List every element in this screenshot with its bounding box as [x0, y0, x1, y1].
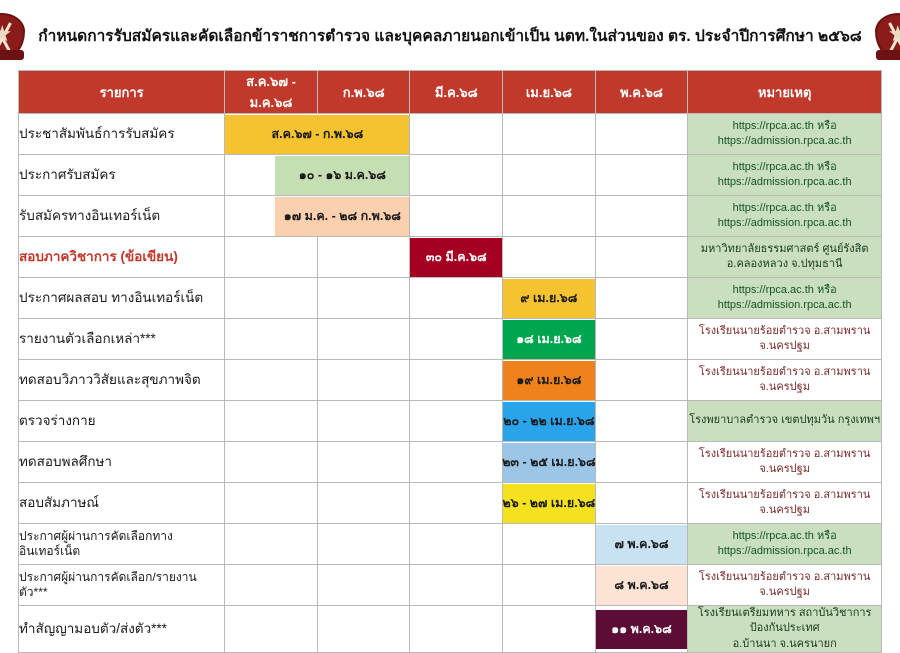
row-note: [688, 483, 882, 524]
column-header-m4: เม.ย.๖๘: [503, 71, 596, 114]
table-row: [19, 524, 882, 565]
note-text: โรงเรียนนายร้อยตำรวจ อ.สามพราน จ.นครปฐม: [698, 324, 871, 352]
table-row: [19, 114, 882, 155]
schedule-bar: ๒๐ - ๒๒ เม.ย.๖๘: [503, 402, 595, 441]
month-cell-empty: [503, 196, 596, 237]
month-cell-empty: [595, 196, 688, 237]
month-cell-empty: [595, 401, 688, 442]
month-cell-empty: [410, 360, 503, 401]
column-header-item: รายการ: [19, 71, 225, 114]
column-header-m1: ส.ค.๖๗ - ม.ค.๖๘: [225, 71, 318, 114]
month-cell-empty: [595, 483, 688, 524]
column-header-m2: ก.พ.๖๘: [317, 71, 410, 114]
table-row: [19, 565, 882, 606]
note-link[interactable]: https://admission.rpca.ac.th: [717, 299, 852, 311]
schedule-bar: ๘ พ.ค.๖๘: [596, 566, 688, 605]
row-note: [688, 360, 882, 401]
month-cell-empty: [410, 319, 503, 360]
month-cell-empty: [225, 606, 318, 653]
note-text: โรงเรียนนายร้อยตำรวจ อ.สามพราน จ.นครปฐม: [698, 570, 871, 598]
month-cell-empty: [225, 565, 318, 606]
table-header-row: [19, 71, 882, 114]
month-cell-empty: [503, 524, 596, 565]
month-cell-empty: [317, 360, 410, 401]
table-row: [19, 442, 882, 483]
month-cell-empty: [410, 483, 503, 524]
schedule-bar: ๒๖ - ๒๗ เม.ย.๖๘: [503, 484, 595, 523]
month-cell-empty: [503, 237, 596, 278]
month-cell-empty: [410, 155, 503, 196]
note-link[interactable]: https://rpca.ac.th หรือ: [732, 201, 837, 214]
month-cell-empty: [317, 606, 410, 653]
row-note: [688, 442, 882, 483]
schedule-bar: ๑๑ พ.ค.๖๘: [596, 610, 688, 649]
month-cell-empty: [595, 237, 688, 278]
row-item-label: ทำสัญญามอบตัว/ส่งตัว***: [19, 606, 225, 653]
police-academy-emblem-left-icon: [0, 11, 28, 63]
row-note: [688, 114, 882, 155]
month-cell-empty: [410, 524, 503, 565]
schedule-bar: ๑๗ ม.ค. - ๒๘ ก.พ.๖๘: [275, 197, 409, 236]
schedule-bar: ๒๓ - ๒๕ เม.ย.๖๘: [503, 443, 595, 482]
table-row: [19, 401, 882, 442]
month-cell-empty: [410, 278, 503, 319]
schedule-bar-cell: [503, 278, 596, 319]
month-cell-empty: [225, 278, 318, 319]
row-item-label: ประกาศผลสอบ ทางอินเทอร์เน็ต: [19, 278, 225, 319]
note-text: อ.บ้านนา จ.นครนายก: [732, 637, 837, 650]
month-cell-empty: [410, 442, 503, 483]
schedule-bar-cell: [595, 524, 688, 565]
row-item-label: สอบภาควิชาการ (ข้อเขียน): [19, 237, 225, 278]
month-cell-empty: [225, 483, 318, 524]
table-row: [19, 606, 882, 653]
schedule-bar: ๑๘ เม.ย.๖๘: [503, 320, 595, 359]
note-text: มหาวิทยาลัยธรรมศาสตร์ ศูนย์รังสิต: [700, 242, 869, 255]
row-note: [688, 606, 882, 653]
schedule-bar: ๑๐ - ๑๖ ม.ค.๖๘: [275, 156, 409, 195]
month-cell-empty: [317, 278, 410, 319]
month-cell-empty: [595, 155, 688, 196]
row-item-label: สอบสัมภาษณ์: [19, 483, 225, 524]
note-link[interactable]: https://admission.rpca.ac.th: [717, 135, 852, 147]
month-cell-empty: [595, 278, 688, 319]
row-note: [688, 565, 882, 606]
note-text: โรงเรียนนายร้อยตำรวจ อ.สามพราน จ.นครปฐม: [698, 365, 871, 393]
schedule-bar: ๗ พ.ค.๖๘: [596, 525, 688, 564]
row-note: [688, 319, 882, 360]
note-text: โรงพยาบาลตำรวจ เขตปทุมวัน กรุงเทพฯ: [689, 414, 881, 427]
schedule-bar: ๙ เม.ย.๖๘: [503, 279, 595, 318]
row-note: [688, 278, 882, 319]
month-cell-empty: [317, 401, 410, 442]
schedule-bar-cell: [503, 401, 596, 442]
schedule-bar: ๓๐ มี.ค.๖๘: [410, 238, 502, 277]
schedule-bar-cell: [410, 237, 503, 278]
schedule-bar-cell: [503, 483, 596, 524]
column-header-note: หมายเหตุ: [688, 71, 882, 114]
schedule-bar: ๑๙ เม.ย.๖๘: [503, 361, 595, 400]
note-link[interactable]: https://rpca.ac.th หรือ: [732, 160, 837, 173]
month-cell-empty: [503, 155, 596, 196]
schedule-table-wrap: [0, 70, 900, 653]
schedule-bar-cell: [503, 442, 596, 483]
note-link[interactable]: https://rpca.ac.th หรือ: [732, 283, 837, 296]
schedule-bar-cell: [595, 565, 688, 606]
table-row: [19, 237, 882, 278]
schedule-bar-cell: [225, 196, 410, 237]
month-cell-empty: [317, 319, 410, 360]
month-cell-empty: [317, 565, 410, 606]
row-item-label: ทดสอบพลศึกษา: [19, 442, 225, 483]
month-cell-empty: [595, 319, 688, 360]
month-cell-empty: [410, 606, 503, 653]
schedule-bar-cell: [225, 155, 410, 196]
month-cell-empty: [503, 114, 596, 155]
month-cell-empty: [225, 360, 318, 401]
row-note: [688, 155, 882, 196]
row-item-label: ประกาศผู้ผ่านการคัดเลือกทางอินเทอร์เน็ต: [19, 524, 225, 565]
note-link[interactable]: https://rpca.ac.th หรือ: [732, 119, 837, 132]
row-item-label: รายงานตัวเลือกเหล่า***: [19, 319, 225, 360]
month-cell-empty: [317, 524, 410, 565]
table-row: [19, 155, 882, 196]
month-cell-empty: [503, 565, 596, 606]
month-cell-empty: [317, 483, 410, 524]
column-header-m3: มี.ค.๖๘: [410, 71, 503, 114]
row-item-label: ทดสอบวิภาววิสัยและสุขภาพจิต: [19, 360, 225, 401]
admission-schedule-table: [18, 70, 882, 653]
table-row: [19, 483, 882, 524]
month-cell-empty: [595, 360, 688, 401]
police-academy-emblem-right-icon: [872, 11, 900, 63]
row-note: [688, 196, 882, 237]
row-item-label: ตรวจร่างกาย: [19, 401, 225, 442]
table-row: [19, 319, 882, 360]
note-link[interactable]: https://admission.rpca.ac.th: [717, 545, 852, 557]
month-cell-empty: [410, 196, 503, 237]
table-row: [19, 360, 882, 401]
month-cell-empty: [225, 401, 318, 442]
row-note: [688, 237, 882, 278]
column-header-m5: พ.ค.๖๘: [595, 71, 688, 114]
row-item-label: รับสมัครทางอินเทอร์เน็ต: [19, 196, 225, 237]
month-cell-empty: [595, 114, 688, 155]
note-link[interactable]: https://admission.rpca.ac.th: [717, 176, 852, 188]
note-text: อ.คลองหลวง จ.ปทุมธานี: [726, 258, 843, 270]
row-item-label: ประชาสัมพันธ์การรับสมัคร: [19, 114, 225, 155]
month-cell-empty: [410, 401, 503, 442]
schedule-bar-cell: [595, 606, 688, 653]
table-body: [19, 114, 882, 653]
month-cell-empty: [225, 524, 318, 565]
month-cell-empty: [317, 237, 410, 278]
row-item-label: ประกาศผู้ผ่านการคัดเลือก/รายงานตัว***: [19, 565, 225, 606]
note-link[interactable]: https://admission.rpca.ac.th: [717, 217, 852, 229]
month-cell-empty: [410, 114, 503, 155]
schedule-bar: ส.ค.๖๗ - ก.พ.๖๘: [225, 115, 409, 154]
month-cell-empty: [225, 319, 318, 360]
schedule-bar-cell: [225, 114, 410, 155]
row-item-label: ประกาศรับสมัคร: [19, 155, 225, 196]
row-note: [688, 401, 882, 442]
month-cell-empty: [225, 442, 318, 483]
month-cell-empty: [410, 565, 503, 606]
schedule-bar-cell: [503, 319, 596, 360]
note-text: โรงเรียนนายร้อยตำรวจ อ.สามพราน จ.นครปฐม: [698, 447, 871, 475]
page-header: [0, 0, 900, 70]
month-cell-empty: [503, 606, 596, 653]
month-cell-empty: [225, 237, 318, 278]
table-row: [19, 278, 882, 319]
page-title: กำหนดการรับสมัครและคัดเลือกข้าราชการตำรวจ และบุคคลภายนอกเข้าเป็น นตท.ในส่วนของ ตร. ประจำปีการศึกษา ๒๕๖๘: [38, 27, 862, 45]
table-header: [19, 71, 882, 114]
schedule-bar-cell: [503, 360, 596, 401]
month-cell-empty: [317, 442, 410, 483]
table-row: [19, 196, 882, 237]
note-link[interactable]: https://rpca.ac.th หรือ: [732, 529, 837, 542]
note-text: โรงเรียนเตรียมทหาร สถาบันวิชาการป้องกันประเทศ: [697, 607, 872, 635]
row-note: [688, 524, 882, 565]
month-cell-empty: [595, 442, 688, 483]
note-text: โรงเรียนนายร้อยตำรวจ อ.สามพราน จ.นครปฐม: [698, 488, 871, 516]
